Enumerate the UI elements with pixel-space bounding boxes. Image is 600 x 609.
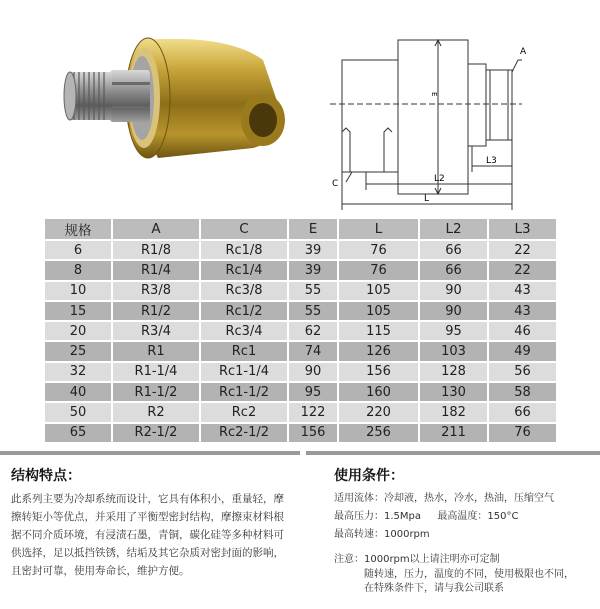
cell: 55 xyxy=(289,282,339,302)
cell: 32 xyxy=(45,363,113,383)
cell: R1/8 xyxy=(113,241,201,261)
cell: 105 xyxy=(339,302,420,322)
cell: 6 xyxy=(45,241,113,261)
table-row xyxy=(45,302,556,322)
cell: Rc1/8 xyxy=(201,241,289,261)
cell: 256 xyxy=(339,424,420,444)
cell: 90 xyxy=(420,302,489,322)
cell: 211 xyxy=(420,424,489,444)
cell: R1/2 xyxy=(113,302,201,322)
cell: 65 xyxy=(45,424,113,444)
features-text xyxy=(11,490,306,580)
cell: 22 xyxy=(489,241,556,261)
cell: 46 xyxy=(489,322,556,342)
features-line: 供选择，足以抵挡铁锈，结垢及其它杂质对密封面的影响， xyxy=(11,547,284,559)
cell: 130 xyxy=(420,383,489,403)
condition-fluid: 适用流体：冷却液，热水，冷水，热油，压缩空气 xyxy=(334,493,554,504)
header-c: C xyxy=(201,219,289,241)
cell: Rc3/8 xyxy=(201,282,289,302)
header-l3: L3 xyxy=(489,219,556,241)
cell: 103 xyxy=(420,342,489,362)
cell: 95 xyxy=(289,383,339,403)
cell: 39 xyxy=(289,261,339,281)
cell: Rc1/2 xyxy=(201,302,289,322)
label-a: A xyxy=(520,47,527,57)
features-title: 结构特点： xyxy=(11,468,81,484)
cell: 220 xyxy=(339,403,420,423)
cell: 40 xyxy=(45,383,113,403)
features-line: 且密封可靠，使用寿命长，维护方便。 xyxy=(11,565,190,577)
cell: 128 xyxy=(420,363,489,383)
cell: R1-1/2 xyxy=(113,383,201,403)
divider-gap xyxy=(300,451,306,455)
cell: 8 xyxy=(45,261,113,281)
label-e: E xyxy=(430,92,438,97)
cell: 156 xyxy=(339,363,420,383)
cell: 76 xyxy=(489,424,556,444)
cell: 95 xyxy=(420,322,489,342)
header-a: A xyxy=(113,219,201,241)
table-row xyxy=(45,342,556,362)
cell: 66 xyxy=(489,403,556,423)
note-line: 在特殊条件下，请与我公司联系 xyxy=(364,583,504,594)
cell: 76 xyxy=(339,241,420,261)
conditions-title: 使用条件： xyxy=(334,468,404,484)
cell: R1/4 xyxy=(113,261,201,281)
cell: 15 xyxy=(45,302,113,322)
cell: Rc1/4 xyxy=(201,261,289,281)
cell: 39 xyxy=(289,241,339,261)
technical-drawing xyxy=(322,32,554,212)
cell: 90 xyxy=(420,282,489,302)
label-l: L xyxy=(424,194,430,204)
condition-pressure-temp xyxy=(334,508,596,526)
header-l2: L2 xyxy=(420,219,489,241)
cell: R1 xyxy=(113,342,201,362)
cell: 126 xyxy=(339,342,420,362)
condition-speed: 最高转速：1000rpm xyxy=(334,529,430,540)
cell: 105 xyxy=(339,282,420,302)
header-e: E xyxy=(289,219,339,241)
specs-table xyxy=(45,219,556,444)
table-row xyxy=(45,403,556,423)
cell: 56 xyxy=(489,363,556,383)
cell: 182 xyxy=(420,403,489,423)
table-row xyxy=(45,363,556,383)
condition-note xyxy=(334,553,596,597)
cell: 62 xyxy=(289,322,339,342)
table-row xyxy=(45,383,556,403)
condition-temperature: 最高温度：150°C xyxy=(437,511,519,522)
label-c: C xyxy=(332,179,339,189)
cell: R3/4 xyxy=(113,322,201,342)
rotary-joint-photo xyxy=(48,30,288,165)
cell: Rc3/4 xyxy=(201,322,289,342)
cell: R2 xyxy=(113,403,201,423)
features-line: 此系列主要为冷却系统而设计，它具有体积小，重量轻，摩 xyxy=(11,493,284,505)
cell: 22 xyxy=(489,261,556,281)
cell: 25 xyxy=(45,342,113,362)
cell: 90 xyxy=(289,363,339,383)
cell: Rc2 xyxy=(201,403,289,423)
table-row xyxy=(45,282,556,302)
cell: 66 xyxy=(420,241,489,261)
cell: 49 xyxy=(489,342,556,362)
cell: 156 xyxy=(289,424,339,444)
cell: R2-1/2 xyxy=(113,424,201,444)
cell: 122 xyxy=(289,403,339,423)
cell: R3/8 xyxy=(113,282,201,302)
cell: 74 xyxy=(289,342,339,362)
features-line: 据不同介质环境，有浸渍石墨，青铜，碳化硅等多种材料可 xyxy=(11,529,284,541)
cell: 20 xyxy=(45,322,113,342)
table-row xyxy=(45,424,556,444)
cell: Rc1-1/4 xyxy=(201,363,289,383)
cell: 55 xyxy=(289,302,339,322)
header-l: L xyxy=(339,219,420,241)
label-l3: L3 xyxy=(486,156,497,166)
features-line: 擦转矩小等优点，并采用了平衡型密封结构，摩擦束材料根 xyxy=(11,511,284,523)
cell: 10 xyxy=(45,282,113,302)
cell: Rc2-1/2 xyxy=(201,424,289,444)
table-header-row xyxy=(45,219,556,241)
cell: 50 xyxy=(45,403,113,423)
table-row xyxy=(45,261,556,281)
cell: R1-1/4 xyxy=(113,363,201,383)
cell: 58 xyxy=(489,383,556,403)
cell: Rc1-1/2 xyxy=(201,383,289,403)
header-spec: 规格 xyxy=(45,219,113,241)
cell: 115 xyxy=(339,322,420,342)
table-row xyxy=(45,241,556,261)
cell: 43 xyxy=(489,302,556,322)
note-line: 随转速，压力，温度的不同，使用极限也不同， xyxy=(364,568,574,580)
conditions-text xyxy=(334,490,596,597)
table-row xyxy=(45,322,556,342)
cell: 76 xyxy=(339,261,420,281)
cell: 66 xyxy=(420,261,489,281)
cell: 160 xyxy=(339,383,420,403)
cell: 43 xyxy=(489,282,556,302)
condition-pressure: 最高压力：1.5Mpa xyxy=(334,511,422,522)
label-l2: L2 xyxy=(434,174,445,184)
cell: Rc1 xyxy=(201,342,289,362)
note-line: 注意：1000rpm以上请注明亦可定制 xyxy=(334,554,500,565)
